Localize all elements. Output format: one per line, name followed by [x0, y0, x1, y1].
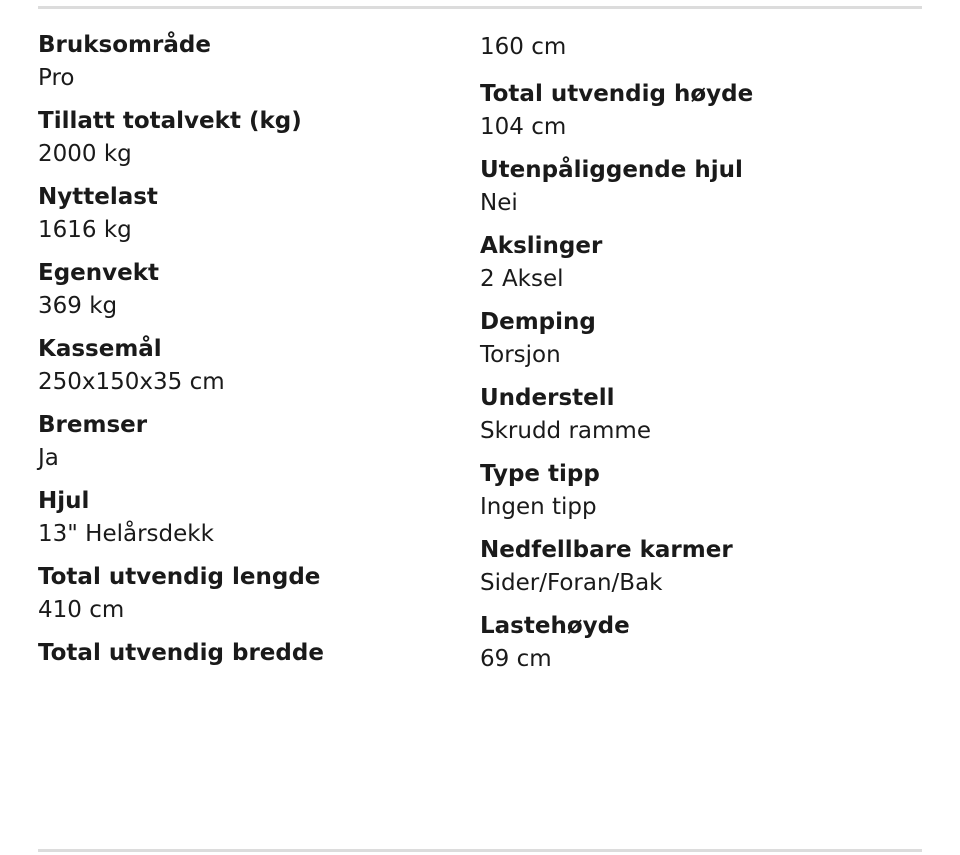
spec-value: Nei	[480, 190, 518, 216]
spec-demping	[480, 307, 900, 372]
spec-lastehoyde	[480, 611, 900, 676]
spec-value: 369 kg	[38, 293, 118, 319]
spec-bruksomrade	[38, 30, 458, 95]
spec-value: 69 cm	[480, 646, 552, 672]
spec-value: 2 Aksel	[480, 266, 564, 292]
bottom-divider	[38, 849, 922, 852]
spec-egenvekt	[38, 258, 458, 323]
spec-understell	[480, 383, 900, 448]
spec-label: Demping	[480, 309, 596, 335]
spec-value: 2000 kg	[38, 141, 132, 167]
spec-label: Utenpåliggende hjul	[480, 157, 743, 183]
specs-column-right	[480, 30, 900, 687]
spec-value: 410 cm	[38, 597, 125, 623]
spec-value: Torsjon	[480, 342, 561, 368]
spec-utenpaliggende-hjul	[480, 155, 900, 220]
spec-value: Ingen tipp	[480, 494, 597, 520]
spec-total-utvendig-hoyde	[480, 79, 900, 144]
top-divider	[38, 6, 922, 9]
spec-label: Type tipp	[480, 461, 600, 487]
spec-label: Nedfellbare karmer	[480, 537, 733, 563]
spec-label: Total utvendig bredde	[38, 640, 324, 666]
spec-value: 160 cm	[480, 34, 567, 60]
specs-column-left	[38, 30, 458, 680]
spec-total-utvendig-lengde	[38, 562, 458, 627]
spec-total-utvendig-bredde-value	[480, 30, 900, 64]
spec-nedfellbare-karmer	[480, 535, 900, 600]
spec-label: Bruksområde	[38, 32, 211, 58]
spec-label: Nyttelast	[38, 184, 158, 210]
spec-value: Sider/Foran/Bak	[480, 570, 663, 596]
spec-bremser	[38, 410, 458, 475]
spec-label: Hjul	[38, 488, 90, 514]
spec-label: Total utvendig lengde	[38, 564, 321, 590]
spec-value: Pro	[38, 65, 75, 91]
spec-value: 104 cm	[480, 114, 567, 140]
spec-label: Tillatt totalvekt (kg)	[38, 108, 302, 134]
spec-value: 1616 kg	[38, 217, 132, 243]
spec-label: Understell	[480, 385, 615, 411]
spec-total-utvendig-bredde	[38, 638, 458, 669]
spec-value: Ja	[38, 445, 59, 471]
spec-label: Egenvekt	[38, 260, 160, 286]
spec-type-tipp	[480, 459, 900, 524]
spec-label: Bremser	[38, 412, 148, 438]
spec-value: Skrudd ramme	[480, 418, 651, 444]
spec-nyttelast	[38, 182, 458, 247]
spec-akslinger	[480, 231, 900, 296]
spec-value: 250x150x35 cm	[38, 369, 225, 395]
spec-label: Akslinger	[480, 233, 603, 259]
spec-tillatt-totalvekt	[38, 106, 458, 171]
spec-label: Total utvendig høyde	[480, 81, 754, 107]
spec-label: Lastehøyde	[480, 613, 630, 639]
spec-value: 13" Helårsdekk	[38, 521, 214, 547]
spec-hjul	[38, 486, 458, 551]
spec-label: Kassemål	[38, 336, 162, 362]
spec-kassemal	[38, 334, 458, 399]
